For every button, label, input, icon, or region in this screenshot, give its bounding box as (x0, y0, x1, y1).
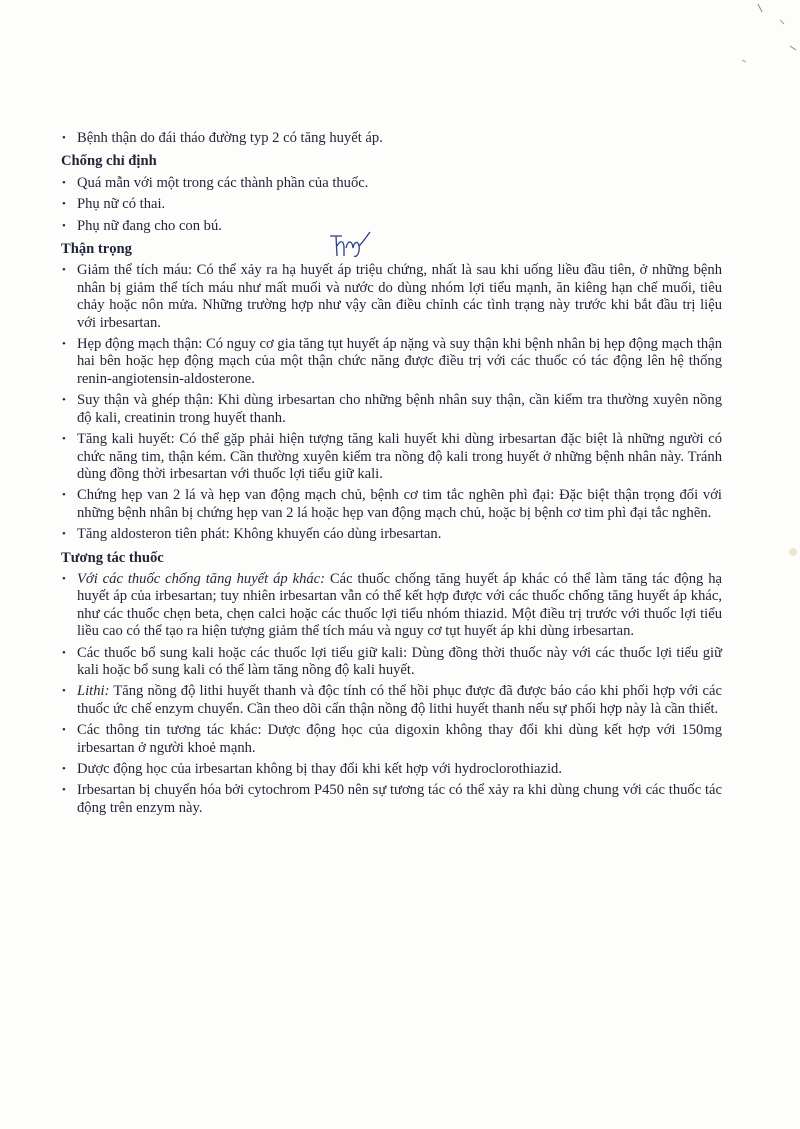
interaction-lead: Lithi: (77, 683, 110, 700)
contraindication-item: • Phụ nữ đang cho con bú. (62, 218, 722, 235)
caution-item: • Giảm thể tích máu: Có thể xảy ra hạ huyết áp triệu chứng, nhất là sau khi uống liều đầu tiên, ở những bệnh nhân bị giảm thể tích máu như mất muối và nước do dùng nhóm lợi tiểu mạnh, ăn kiêng hạn chế muối, tiêu chảy hoặc nôn mửa. Những trường hợp như vậy cần điều chỉnh các tình trạng này trước khi bắt đầu trị liệu với irbesartan. (62, 262, 722, 332)
caution-item: • Chứng hẹp van 2 lá và hẹp van động mạch chủ, bệnh cơ tim tắc nghẽn phì đại: Đặc biệt thận trọng đối với những bệnh nhân bị chứng hẹp van 2 lá hoặc hẹp van động mạch chủ, hoặc bị bệnh cơ tim phì đại tắc nghẽn. (62, 487, 722, 522)
interactions-heading: Tương tác thuốc (61, 549, 164, 566)
caution-item: • Tăng kali huyết: Có thể gặp phải hiện tượng tăng kali huyết khi dùng irbesartan đặc biệt là những người có chức năng tim, thận kém. Cần thường xuyên kiểm tra nồng độ kali trong huyết ở những bệnh nhân này. Tránh dùng đồng thời irbesartan với thuốc lợi tiểu giữ kali. (62, 431, 722, 483)
paper-spot (789, 548, 797, 556)
cautions-heading: Thận trọng (61, 241, 132, 258)
interaction-item (62, 683, 722, 718)
interaction-lead: Với các thuốc chống tăng huyết áp khác: (77, 570, 326, 587)
interaction-item: • Dược động học của irbesartan không bị thay đổi khi kết hợp với hydroclorothiazid. (62, 761, 722, 778)
contraindication-item: • Phụ nữ có thai. (62, 196, 722, 213)
interaction-text: Tăng nồng độ lithi huyết thanh và độc tính có thể hồi phục được đã được báo cáo khi phối hợp với các thuốc ức chế enzym chuyển. Cần theo dõi cẩn thận nồng độ lithi huyết thanh nếu sự phối hợp này là cần thiết. (77, 683, 722, 717)
caution-item: • Tăng aldosteron tiên phát: Không khuyến cáo dùng irbesartan. (62, 526, 722, 543)
document-body (62, 130, 722, 821)
intro-item: • Bệnh thận do đái tháo đường typ 2 có tăng huyết áp. (62, 130, 722, 147)
interaction-item: • Các thuốc bổ sung kali hoặc các thuốc lợi tiểu giữ kali: Dùng đồng thời thuốc này với các thuốc lợi tiểu giữ kali hoặc bổ sung kali có thể làm tăng nồng độ kali huyết. (62, 645, 722, 680)
caution-item: • Hẹp động mạch thận: Có nguy cơ gia tăng tụt huyết áp nặng và suy thận khi bệnh nhân bị hẹp động mạch thận hai bên hoặc hẹp động mạch của một thận chức năng được điều trị với các thuốc có tác động lên hệ thống renin-angiotensin-aldosterone. (62, 336, 722, 388)
interaction-item: • Irbesartan bị chuyển hóa bởi cytochrom P450 nên sự tương tác có thể xảy ra khi dùng chung với các thuốc tác động trên enzym này. (62, 782, 722, 817)
caution-item: • Suy thận và ghép thận: Khi dùng irbesartan cho những bệnh nhân suy thận, cần kiểm tra thường xuyên nồng độ kali, creatinin trong huyết thanh. (62, 392, 722, 427)
interaction-text: Các thuốc chống tăng huyết áp khác có thể làm tăng tác động hạ huyết áp của irbesartan; tuy nhiên irbesartan vẫn có thể kết hợp được với các thuốc chống tăng huyết áp khác, như các thuốc chẹn beta, chẹn calci hoặc các thuốc lợi tiểu nhóm thiazid. Một điều trị trước với thuốc lợi tiểu liều cao có thể tạo ra hiện tượng giảm thể tích máu và nguy cơ tụt huyết áp khi dùng irbesartan. (77, 570, 723, 640)
contraindication-item: • Quá mẫn với một trong các thành phần của thuốc. (62, 175, 722, 192)
scan-specks (740, 0, 800, 90)
interaction-item: • Các thông tin tương tác khác: Dược động học của digoxin không thay đổi khi dùng kết hợp với 150mg irbesartan ở người khoẻ mạnh. (62, 722, 722, 757)
contraindications-heading: Chống chỉ định (61, 153, 157, 170)
interaction-item (62, 571, 722, 641)
